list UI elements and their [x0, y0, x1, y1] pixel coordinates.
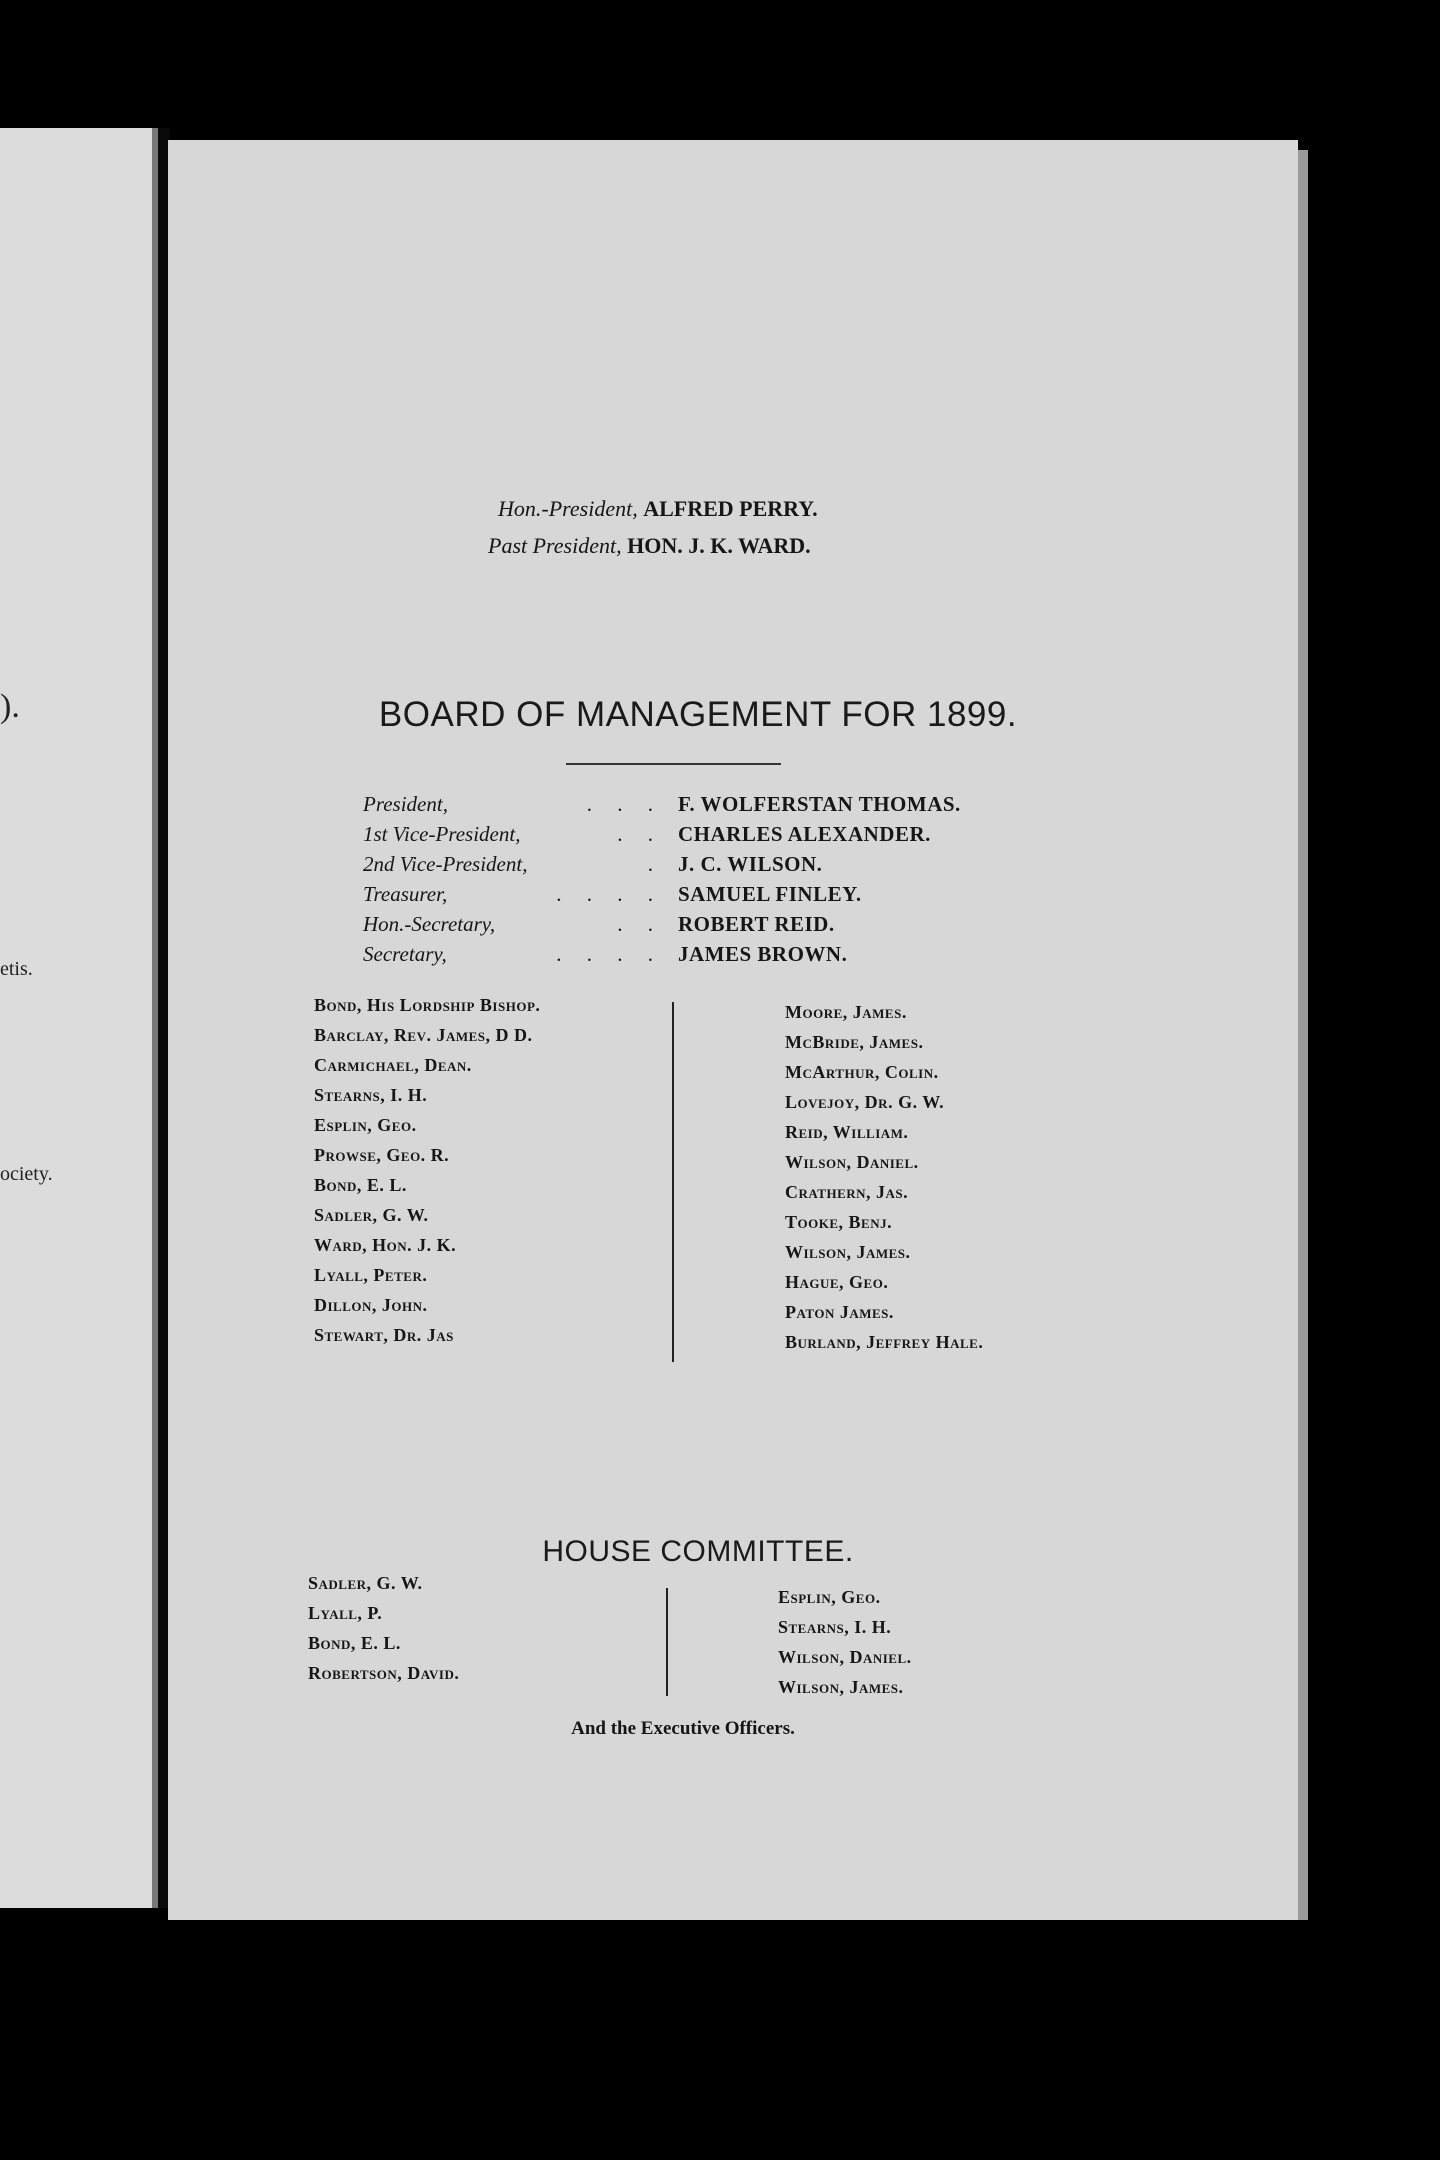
officer-name: ROBERT REID. [678, 912, 835, 936]
member-name: McArthur, Colin. [785, 1062, 939, 1082]
member-name: Reid, William. [785, 1122, 909, 1142]
member-name: Hague, Geo. [785, 1272, 889, 1292]
column-divider [672, 1002, 674, 1362]
role-label: Treasurer, [363, 882, 448, 906]
left-page-text: ). [0, 688, 20, 725]
member-name: Sadler, G. W. [308, 1573, 423, 1593]
member-name: Prowse, Geo. R. [314, 1145, 450, 1165]
member-name: Barclay, Rev. James, D D. [314, 1025, 533, 1045]
board-members-right [785, 1002, 1185, 1362]
page-edge [1298, 150, 1308, 1920]
left-page-text: ociety. [0, 1163, 53, 1185]
board-title: BOARD OF MANAGEMENT FOR 1899. [378, 695, 1018, 734]
member-name: Wilson, Daniel. [785, 1152, 919, 1172]
member-name: Stearns, I. H. [314, 1085, 428, 1105]
officer-name: ALFRED PERRY. [643, 496, 818, 521]
house-committee-title: HOUSE COMMITTEE. [542, 1535, 854, 1568]
column-divider [666, 1588, 668, 1696]
role-label: Past President, [488, 533, 622, 558]
officers-list [363, 792, 1063, 972]
honorary-officers [488, 490, 998, 564]
officer-row [363, 852, 1063, 882]
member-name: Moore, James. [785, 1002, 907, 1022]
role-label: Hon.-Secretary, [363, 912, 496, 936]
role-label: Secretary, [363, 942, 447, 966]
member-name: Sadler, G. W. [314, 1205, 429, 1225]
officer-row [363, 942, 1063, 972]
member-name: Bond, His Lordship Bishop. [314, 995, 541, 1015]
member-name: Lyall, Peter. [314, 1265, 428, 1285]
officer-row [363, 792, 1063, 822]
member-name: Esplin, Geo. [778, 1587, 881, 1607]
member-name: Stewart, Dr. Jas [314, 1325, 454, 1345]
member-name: Crathern, Jas. [785, 1182, 909, 1202]
member-name: Wilson, James. [785, 1242, 911, 1262]
leader-dots: . . . . [556, 942, 663, 966]
member-name: Robertson, David. [308, 1663, 460, 1683]
officer-name: SAMUEL FINLEY. [678, 882, 862, 906]
member-name: Bond, E. L. [308, 1633, 401, 1653]
board-members-left [314, 995, 664, 1355]
past-president-line [488, 527, 998, 564]
leader-dots: . . . [586, 792, 663, 816]
hon-president-line [498, 490, 998, 527]
member-name: Burland, Jeffrey Hale. [785, 1332, 984, 1352]
title-rule [566, 763, 781, 765]
member-name: Lovejoy, Dr. G. W. [785, 1092, 945, 1112]
role-label: President, [363, 792, 448, 816]
member-name: Ward, Hon. J. K. [314, 1235, 457, 1255]
house-committee-left [308, 1573, 608, 1693]
document-page [168, 140, 1298, 1920]
leader-dots: . . [617, 822, 663, 846]
officer-name: HON. J. K. WARD. [627, 533, 811, 558]
member-name: Carmichael, Dean. [314, 1055, 472, 1075]
member-name: Lyall, P. [308, 1603, 383, 1623]
left-page-text: etis. [0, 958, 33, 980]
member-name: McBride, James. [785, 1032, 924, 1052]
member-name: Tooke, Benj. [785, 1212, 893, 1232]
leader-dots: . . . . [556, 882, 663, 906]
left-page-fragment [0, 128, 155, 1908]
officer-row [363, 822, 1063, 852]
role-label: 2nd Vice-President, [363, 852, 528, 876]
member-name: Dillon, John. [314, 1295, 428, 1315]
member-name: Stearns, I. H. [778, 1617, 892, 1637]
member-name: Wilson, James. [778, 1677, 904, 1697]
executive-officers-note: And the Executive Officers. [571, 1718, 795, 1739]
officer-name: J. C. WILSON. [678, 852, 823, 876]
role-label: 1st Vice-President, [363, 822, 521, 846]
officer-row [363, 912, 1063, 942]
officer-name: CHARLES ALEXANDER. [678, 822, 931, 846]
leader-dots: . . [617, 912, 663, 936]
role-label: Hon.-President, [498, 496, 638, 521]
officer-row [363, 882, 1063, 912]
member-name: Esplin, Geo. [314, 1115, 417, 1135]
member-name: Bond, E. L. [314, 1175, 407, 1195]
member-name: Paton James. [785, 1302, 894, 1322]
house-committee-right [778, 1587, 1078, 1707]
member-name: Wilson, Daniel. [778, 1647, 912, 1667]
leader-dots: . [647, 852, 663, 876]
officer-name: F. WOLFERSTAN THOMAS. [678, 792, 961, 816]
officer-name: JAMES BROWN. [678, 942, 848, 966]
